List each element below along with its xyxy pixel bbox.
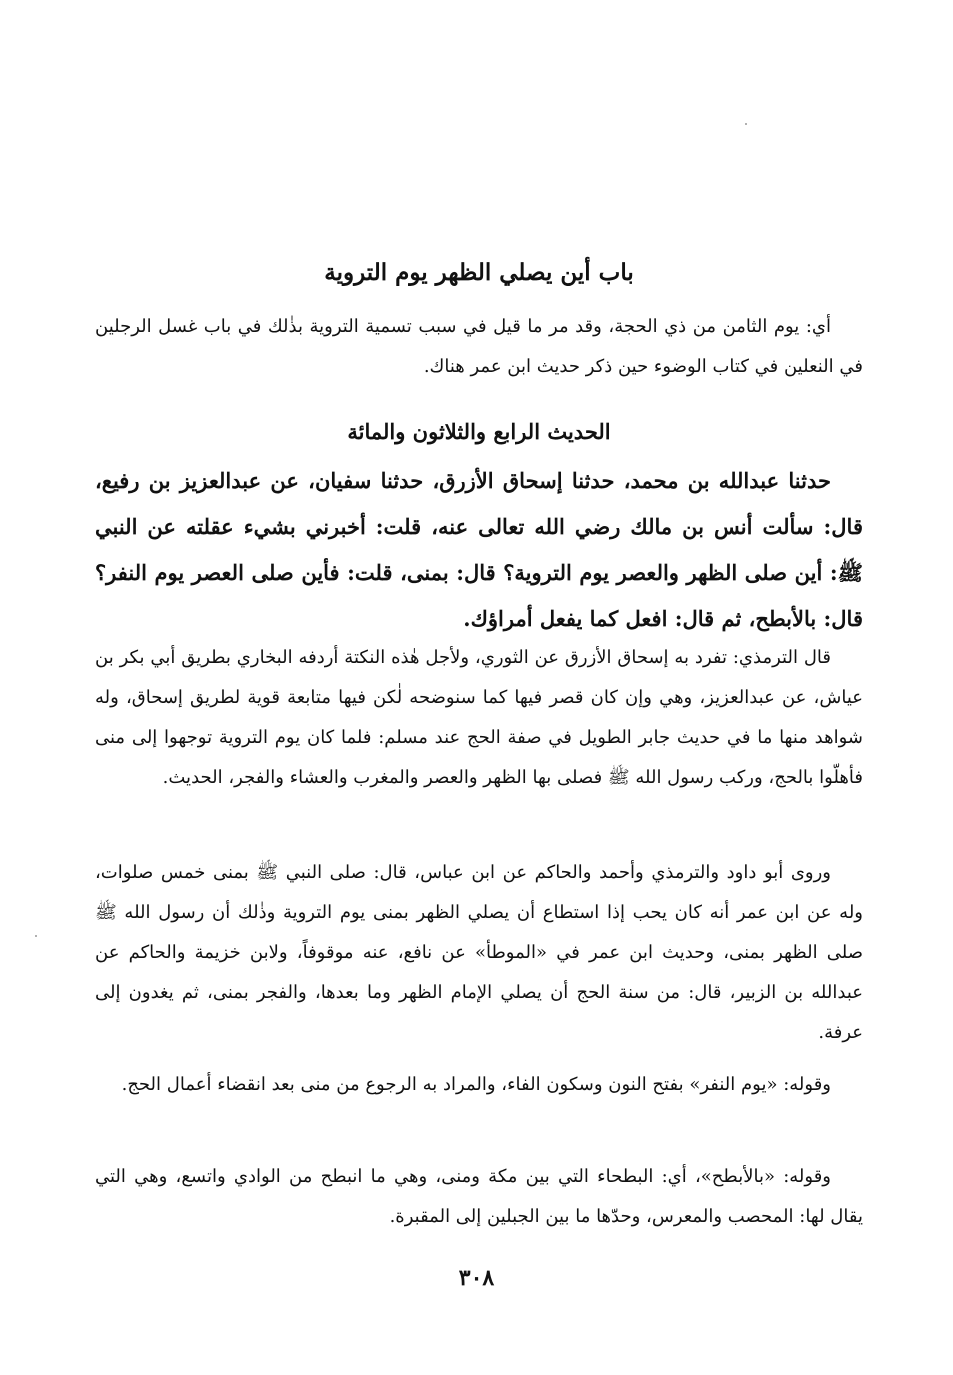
chapter-title: باب أين يصلي الظهر يوم التروية xyxy=(324,259,634,286)
commentary-paragraph-1 xyxy=(95,638,863,798)
commentary-text: وروى أبو داود والترمذي وأحمد والحاكم عن ابن عباس، قال: صلى النبي ﷺ بمنى خمس صلوات، وله عن ابن عمر أنه كان يحب إذا استطاع أن يصلي الظهر بمنى يوم التروية وذٰلك أن رسول الله ﷺ صلى الظهر بمنى، وحديث ابن عمر في «الموطأ» عن نافع، عنه موقوفاً، ولابن خزيمة والحاكم عن عبدالله بن الزبير، قال: من سنة الحج أن يصلي الإمام الظهر وما بعدها، والفجر بمنى، ثم يغدون إلى عرفة. xyxy=(95,862,863,1043)
hadith-text: حدثنا عبدالله بن محمد، حدثنا إسحاق الأزرق، حدثنا سفيان، عن عبدالعزيز بن رفيع، قال: سألت أنس بن مالك رضي الله تعالى عنه، قلت: أخبرني بشيء عقلته عن النبي ﷺ: أين صلى الظهر والعصر يوم التروية؟ قال: بمنى، قلت: فأين صلى العصر يوم النفر؟ قال: بالأبطح، ثم قال: افعل كما يفعل أمراؤك. xyxy=(95,468,863,631)
hadith-heading: الحديث الرابع والثلاثون والمائة xyxy=(347,419,611,444)
commentary-paragraph-2 xyxy=(95,853,863,1053)
scan-speck xyxy=(35,935,37,937)
scan-speck xyxy=(745,123,747,125)
commentary-text: وقوله: «بالأبطح»، أي: البطحاء التي بين مكة ومنى، وهي ما انبطح من الوادي واتسع، وهي التي يقال لها: المحصب والمعرس، وحدّها ما بين الجبلين إلى المقبرة. xyxy=(95,1166,863,1227)
intro-text: أي: يوم الثامن من ذي الحجة، وقد مر ما قيل في سبب تسمية التروية بذٰلك في باب غسل الرجلين في النعلين في كتاب الوضوء حين ذكر حديث ابن عمر هناك. xyxy=(95,316,863,377)
commentary-paragraph-3 xyxy=(95,1065,863,1105)
commentary-text: وقوله: «يوم النفر» بفتح النون وسكون الفاء، والمراد به الرجوع من منى بعد انقضاء أعمال الحج. xyxy=(121,1074,831,1095)
page-number: ٣٠٨ xyxy=(458,1265,495,1291)
hadith-paragraph xyxy=(95,458,863,642)
commentary-paragraph-4 xyxy=(95,1157,863,1237)
intro-paragraph xyxy=(95,307,863,387)
commentary-text: قال الترمذي: تفرد به إسحاق الأزرق عن الثوري، ولأجل هٰذه النكتة أردفه البخاري بطريق أبي بكر بن عياش، عن عبدالعزيز، وهي وإن كان قصر فيها كما سنوضحه لٰكن فيها متابعة قوية لطريق إسحاق، وله شواهد منها ما في حديث جابر الطويل في صفة الحج عند مسلم: فلما كان يوم التروية توجهوا إلى منى فأهلّوا بالحج، وركب رسول الله ﷺ فصلى بها الظهر والعصر والمغرب والعشاء والفجر، الحديث. xyxy=(95,647,863,788)
